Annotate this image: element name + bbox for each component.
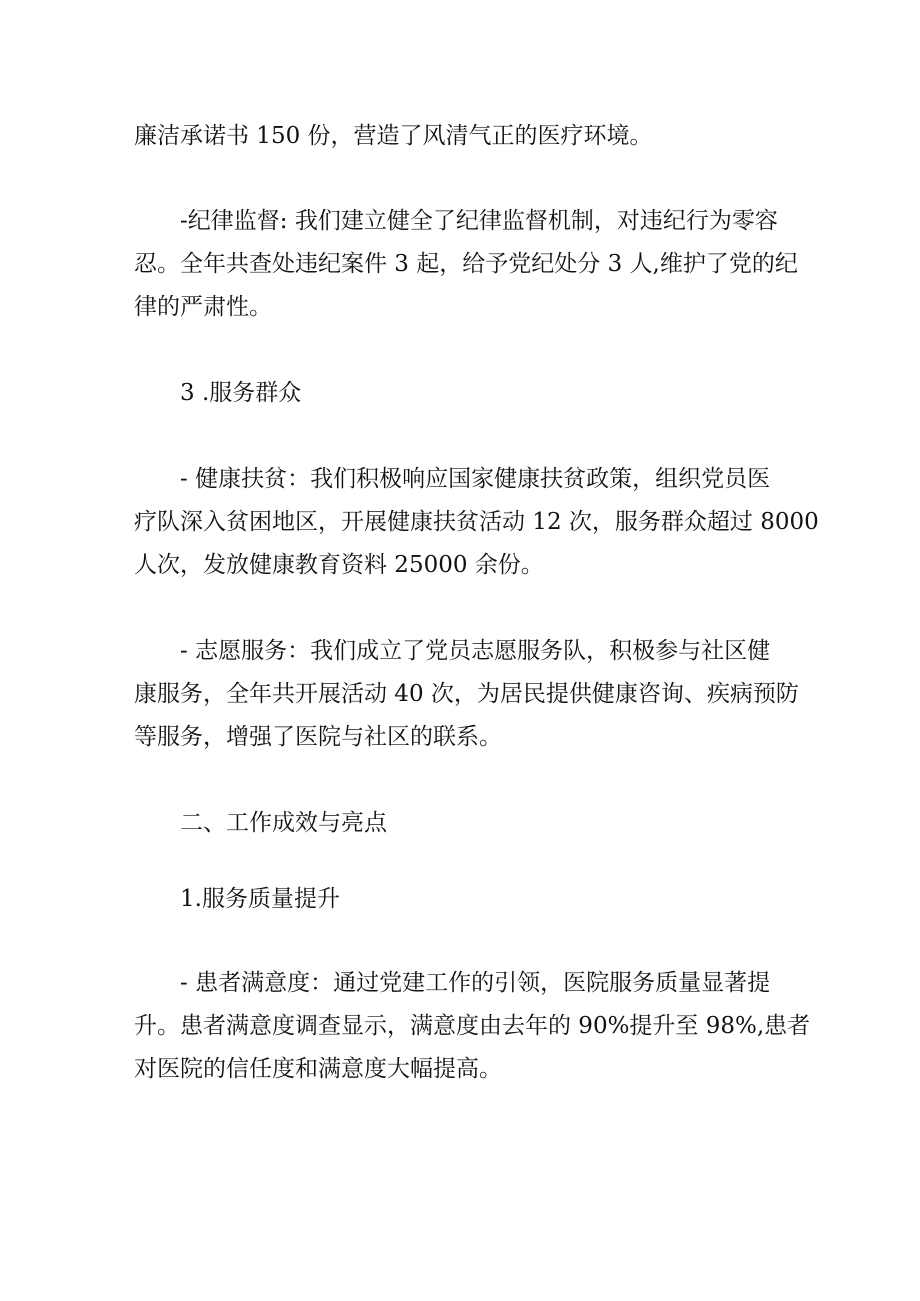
- text-line: 1.服务质量提升: [180, 886, 340, 912]
- paragraph-health-poverty-alleviation: [134, 458, 819, 587]
- text-line: 忍。全年共查处违纪案件 3 起，给予党纪处分 3 人,维护了党的纪: [134, 251, 798, 277]
- text-line: 人次，发放健康教育资料 25000 余份。: [134, 552, 544, 578]
- heading-service-quality: [134, 878, 794, 921]
- text-line: 二、工作成效与亮点: [180, 810, 387, 836]
- text-line: -纪律监督: 我们建立健全了纪律监督机制，对违纪行为零容: [180, 208, 778, 234]
- text-line: 律的严肃性。: [134, 294, 272, 320]
- heading-achievements: [134, 802, 794, 845]
- text-line: 升。患者满意度调查显示，满意度由去年的 90%提升至 98%,患者: [134, 1013, 811, 1039]
- text-line: 康服务，全年共开展活动 40 次，为居民提供健康咨询、疾病预防: [134, 681, 799, 707]
- text-line: 等服务，增强了医院与社区的联系。: [134, 724, 502, 750]
- paragraph-patient-satisfaction: [134, 962, 811, 1091]
- text-line: 对医院的信任度和满意度大幅提高。: [134, 1056, 502, 1082]
- text-line: 3 .服务群众: [180, 380, 302, 406]
- paragraph-discipline-supervision: [134, 200, 798, 329]
- paragraph-integrity-pledge: [134, 115, 794, 158]
- text-line: 疗队深入贫困地区，开展健康扶贫活动 12 次，服务群众超过 8000: [134, 509, 819, 535]
- text-line: - 志愿服务：我们成立了党员志愿服务队，积极参与社区健: [180, 638, 771, 664]
- text-line: - 患者满意度：通过党建工作的引领，医院服务质量显著提: [180, 970, 771, 996]
- text-line: - 健康扶贫：我们积极响应国家健康扶贫政策，组织党员医: [180, 466, 771, 492]
- text-line: 廉洁承诺书 150 份，营造了风清气正的医疗环境。: [134, 123, 653, 149]
- heading-serve-masses: [134, 372, 794, 415]
- paragraph-volunteer-service: [134, 630, 799, 759]
